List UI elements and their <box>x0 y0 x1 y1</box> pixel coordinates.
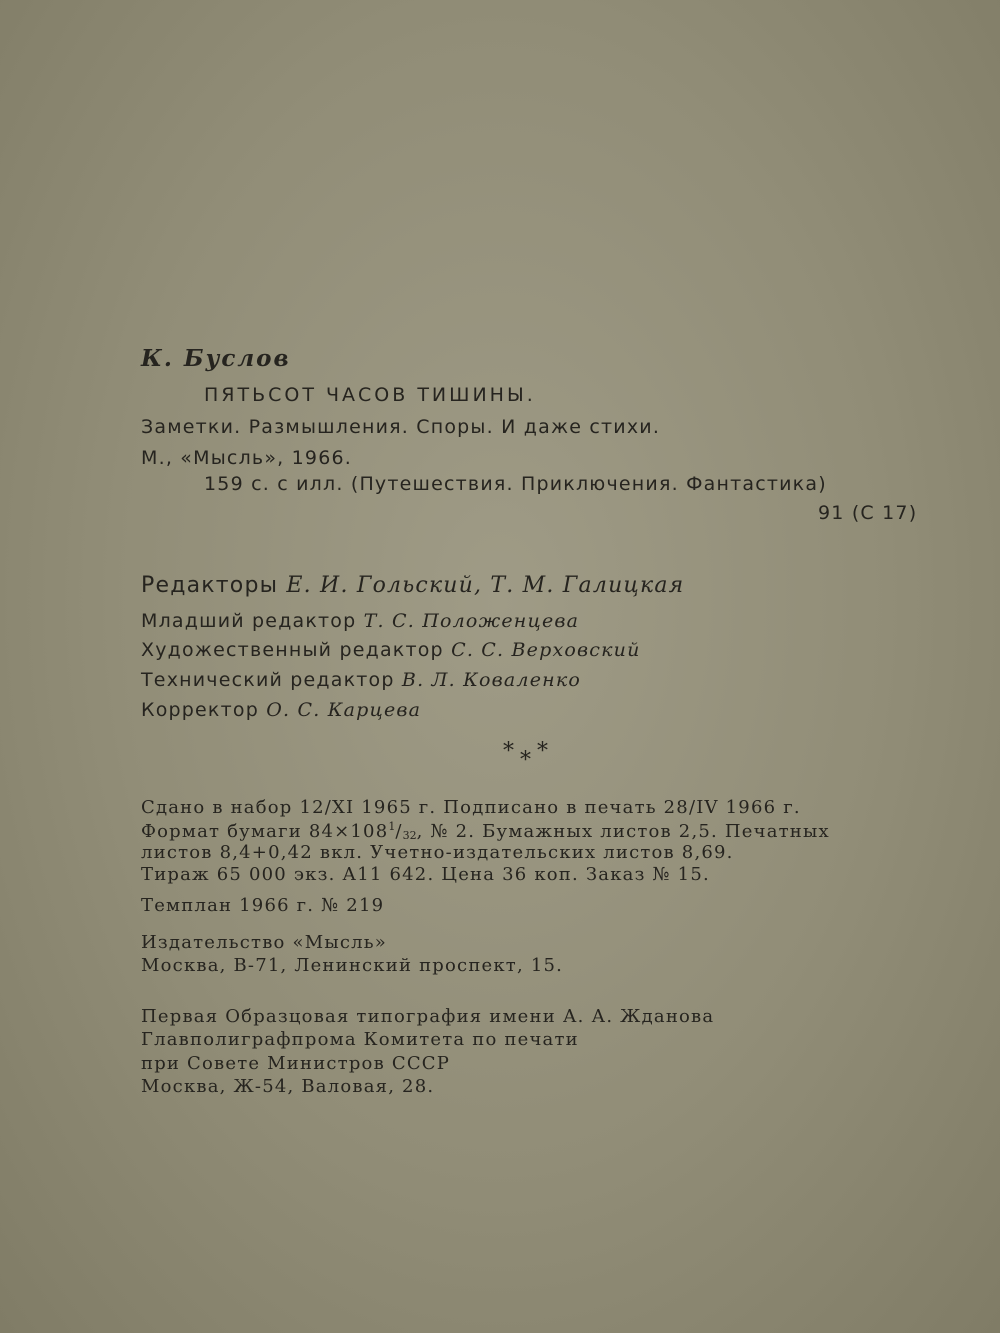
production-line-5: Темплан 1966 г. № 219 <box>141 895 385 916</box>
paper-format-fraction-num: 1 <box>388 820 396 833</box>
staff-name: В. Л. Коваленко <box>401 669 582 691</box>
editors-label: Редакторы <box>141 573 279 598</box>
book-imprint: М., «Мысль», 1966. <box>141 447 353 469</box>
staff-proofreader <box>141 701 421 720</box>
staff-role: Корректор <box>141 699 259 721</box>
paper-format-fraction-sep: / <box>395 821 403 842</box>
production-line-3: листов 8,4+0,42 вкл. Учетно-издательских листов 8,69. <box>141 842 734 863</box>
asterism-star: * <box>537 739 554 764</box>
staff-role: Младший редактор <box>141 610 357 632</box>
book-pages-series: 159 с. с илл. (Путешествия. Приключения. Фантастика) <box>204 473 827 495</box>
printer-line-2: Главполиграфпрома Комитета по печати <box>141 1029 579 1050</box>
staff-name: О. С. Карцева <box>266 699 422 721</box>
asterism-star: * <box>503 739 520 764</box>
staff-name: С. С. Верховский <box>451 639 641 661</box>
asterism-star: * <box>520 748 537 773</box>
book-author: К. Буслов <box>141 345 291 372</box>
staff-tech-editor <box>141 671 581 690</box>
staff-role: Художественный редактор <box>141 639 444 661</box>
publisher-address: Москва, В-71, Ленинский проспект, 15. <box>141 955 564 976</box>
book-index-code: 91 (С 17) <box>818 502 918 524</box>
editors-line <box>141 575 684 597</box>
staff-art-editor <box>141 641 641 660</box>
asterism-separator <box>503 739 554 773</box>
book-title: ПЯТЬСОТ ЧАСОВ ТИШИНЫ. <box>204 384 536 406</box>
staff-role: Технический редактор <box>141 669 395 691</box>
editors-names: Е. И. Гольский, Т. М. Галицкая <box>286 573 685 598</box>
staff-name: Т. С. Положенцева <box>363 610 580 632</box>
production-line-1: Сдано в набор 12/XI 1965 г. Подписано в печать 28/IV 1966 г. <box>141 797 801 818</box>
printer-line-4: Москва, Ж-54, Валовая, 28. <box>141 1076 435 1097</box>
printer-line-3: при Совете Министров СССР <box>141 1053 451 1074</box>
production-line-4: Тираж 65 000 экз. А11 642. Цена 36 коп. Заказ № 15. <box>141 864 710 885</box>
printer-line-1: Первая Образцовая типография имени А. А. Жданова <box>141 1006 715 1027</box>
production-line-2: Формат бумаги $84\times 108^1/_{32}$, № 2. Бумажных листов 2,5. Печатных <box>141 820 830 842</box>
paper-format-fraction-den: 32 <box>402 829 417 842</box>
book-subtitle: Заметки. Размышления. Споры. И даже стихи. <box>141 416 661 438</box>
staff-junior-editor <box>141 612 579 631</box>
publisher-name: Издательство «Мысль» <box>141 932 388 953</box>
